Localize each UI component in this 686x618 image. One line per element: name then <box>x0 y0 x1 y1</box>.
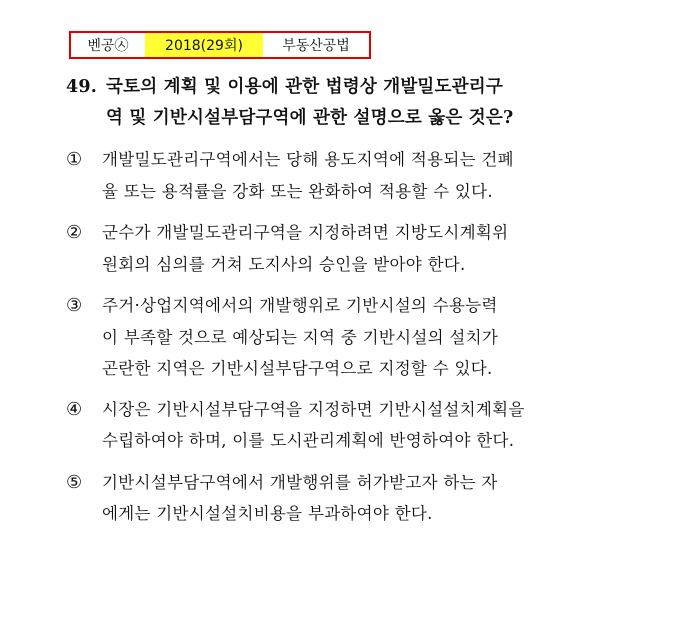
option-5-line-1: 기반시설부담구역에서 개발행위를 허가받고자 하는 자 <box>102 472 498 492</box>
option-3-line-3: 곤란한 지역은 기반시설부담구역으로 지정할 수 있다. <box>102 359 493 378</box>
option-1-text <box>102 144 626 207</box>
option-4-marker: ④ <box>66 398 83 420</box>
option-1-marker: ① <box>66 149 83 170</box>
question-line-1 <box>66 72 626 103</box>
option-1[interactable] <box>66 144 626 207</box>
exam-subject-label: 부동산공법 <box>263 33 369 57</box>
option-2-text <box>102 217 626 280</box>
option-3-marker: ③ <box>66 295 83 316</box>
option-4-line-1: 시장은 기반시설부담구역을 지정하면 기반시설설치계획을 <box>102 399 525 419</box>
option-4-text <box>102 394 626 457</box>
option-2-line-1: 군수가 개발밀도관리구역을 지정하려면 지방도시계획위 <box>102 223 509 242</box>
option-3[interactable] <box>66 290 626 385</box>
question-number: 49. <box>66 77 98 97</box>
exam-year-label: 2018(29회) <box>145 33 263 57</box>
option-5-text <box>102 467 626 530</box>
option-3-text <box>102 290 626 385</box>
option-3-line-2: 이 부족할 것으로 예상되는 지역 중 기반시설의 설치가 <box>102 327 499 347</box>
option-1-line-1: 개발밀도관리구역에서는 당해 용도지역에 적용되는 건폐 <box>102 150 514 169</box>
option-4[interactable] <box>66 394 626 457</box>
option-5-marker: ⑤ <box>66 471 83 493</box>
exam-school-label: 벤공㉦ <box>71 33 145 57</box>
exam-header <box>69 31 371 59</box>
question-stem <box>66 72 626 134</box>
option-5-line-2: 에게는 기반시설설치비용을 부과하여야 한다. <box>102 504 433 523</box>
question-text-1: 국토의 계획 및 이용에 관한 법령상 개발밀도관리구 <box>106 77 503 97</box>
option-3-line-1: 주거·상업지역에서의 개발행위로 기반시설의 수용능력 <box>102 296 498 315</box>
option-2-marker: ② <box>66 222 83 243</box>
answer-options <box>66 144 626 540</box>
option-2-line-2: 원회의 심의를 거쳐 도지사의 승인을 받아야 한다. <box>102 254 466 274</box>
question-text-2: 역 및 기반시설부담구역에 관한 설명으로 옳은 것은? <box>106 108 514 128</box>
option-5[interactable] <box>66 467 626 530</box>
option-2[interactable] <box>66 217 626 280</box>
option-4-line-2: 수립하여야 하며, 이를 도시관리계획에 반영하여야 한다. <box>102 431 515 450</box>
option-1-line-2: 율 또는 용적률을 강화 또는 완화하여 적용할 수 있다. <box>102 181 493 201</box>
